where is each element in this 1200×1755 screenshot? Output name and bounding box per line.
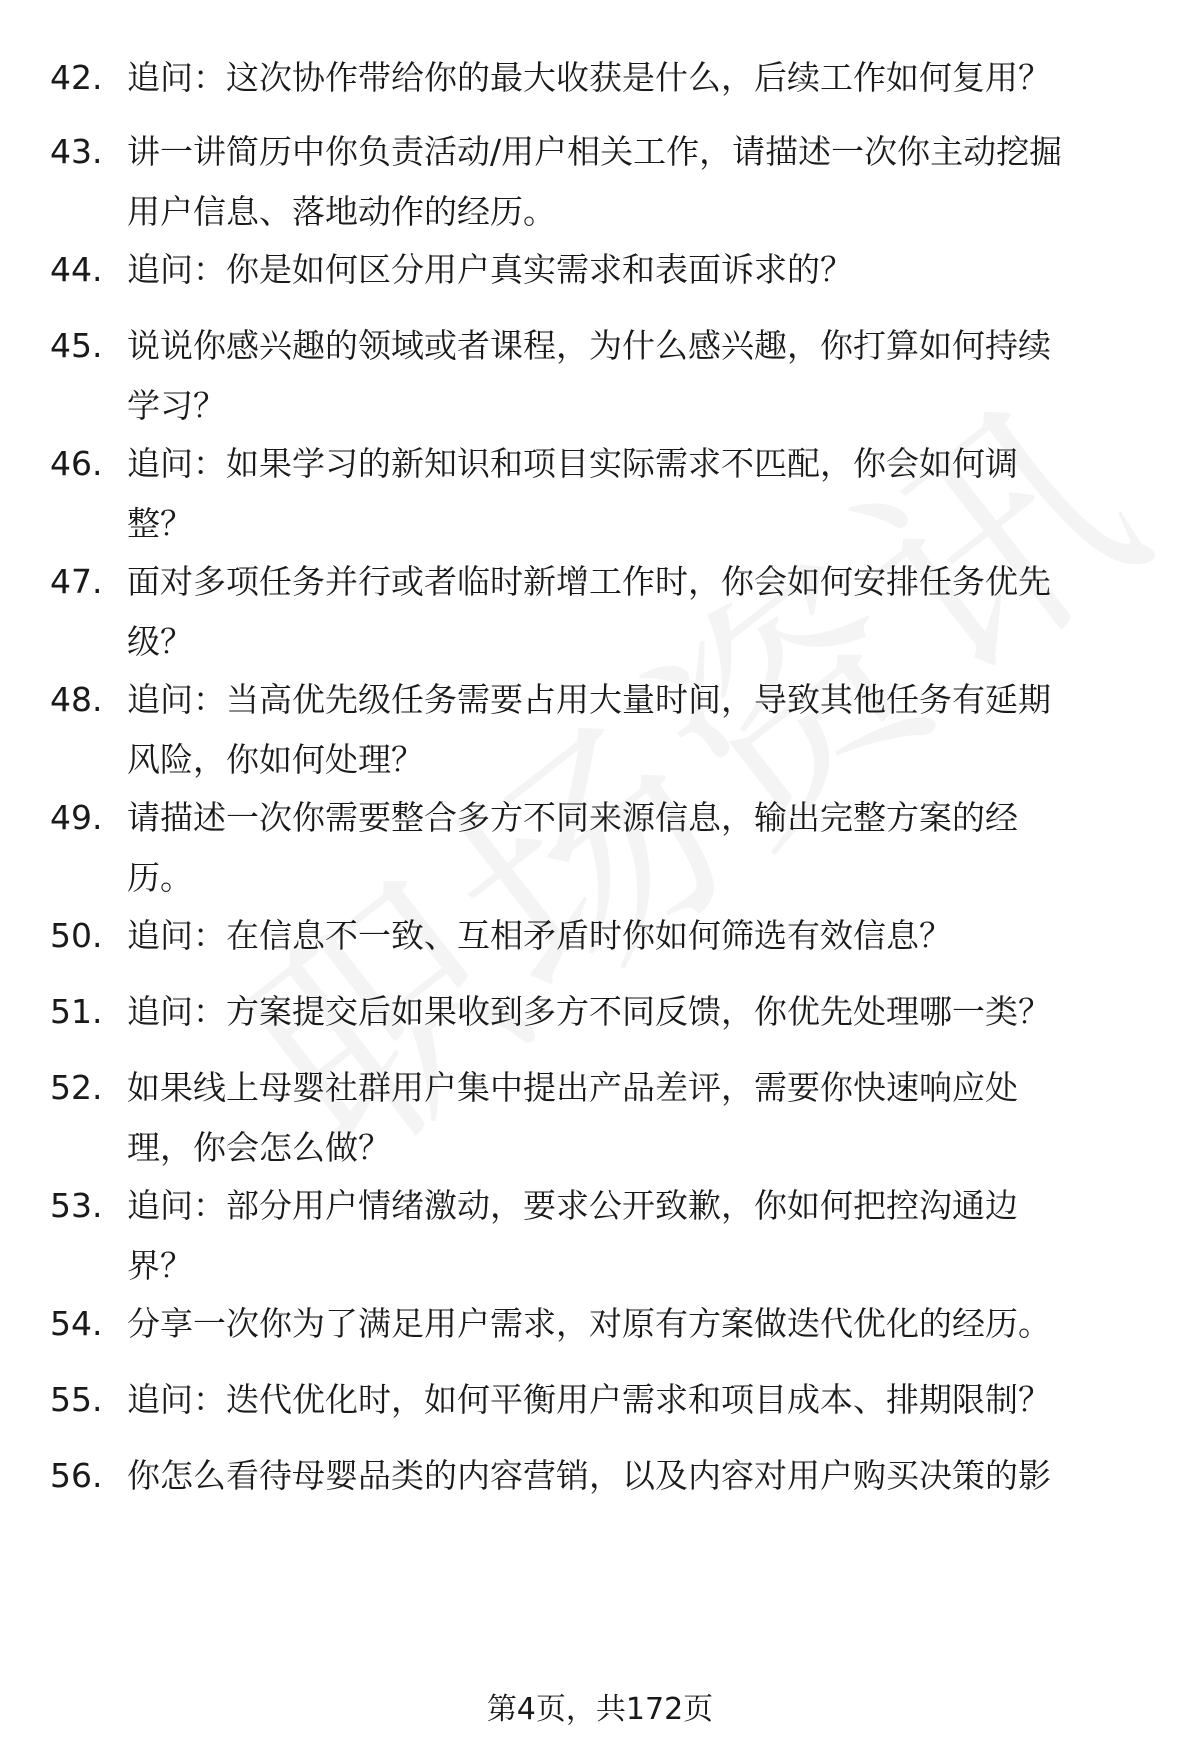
question-text <box>127 434 1157 554</box>
question-text <box>127 982 1157 1042</box>
question-line: 追问：方案提交后如果收到多方不同反馈，你优先处理哪一类？ <box>127 992 1051 1031</box>
question-number: 56. <box>50 1456 103 1495</box>
question-line: 分享一次你为了满足用户需求，对原有方案做迭代优化的经历。 <box>127 1304 1051 1343</box>
question-line: 风险，你如何处理？ <box>127 740 424 779</box>
question-line: 用户信息、落地动作的经历。 <box>127 192 556 231</box>
question-line: 整？ <box>127 504 193 543</box>
question-number: 42. <box>50 58 103 97</box>
question-line: 追问：你是如何区分用户真实需求和表面诉求的？ <box>127 250 853 289</box>
question-line: 追问：这次协作带给你的最大收获是什么，后续工作如何复用？ <box>127 58 1051 97</box>
question-text <box>127 1446 1157 1506</box>
question-number: 49. <box>50 798 103 837</box>
question-number: 55. <box>50 1380 103 1419</box>
question-line: 界？ <box>127 1246 193 1285</box>
question-line: 历。 <box>127 858 193 897</box>
question-text <box>127 240 1157 300</box>
question-text <box>127 48 1157 108</box>
question-text <box>127 1294 1157 1354</box>
question-text <box>127 1370 1157 1430</box>
question-text <box>127 316 1157 436</box>
question-number: 53. <box>50 1186 103 1225</box>
question-line: 追问：迭代优化时，如何平衡用户需求和项目成本、排期限制？ <box>127 1380 1051 1419</box>
question-text <box>127 552 1157 672</box>
question-number: 44. <box>50 250 103 289</box>
question-line: 追问：如果学习的新知识和项目实际需求不匹配，你会如何调 <box>127 444 1018 483</box>
question-number: 51. <box>50 992 103 1031</box>
question-line: 追问：部分用户情绪激动，要求公开致歉，你如何把控沟通边 <box>127 1186 1018 1225</box>
question-text <box>127 1058 1157 1178</box>
question-line: 级？ <box>127 622 193 661</box>
question-line: 讲一讲简历中你负责活动/用户相关工作，请描述一次你主动挖掘 <box>127 132 1063 171</box>
question-text <box>127 122 1157 242</box>
question-number: 43. <box>50 132 103 171</box>
question-number: 52. <box>50 1068 103 1107</box>
page-footer: 第4页，共172页 <box>486 1692 714 1727</box>
question-line: 说说你感兴趣的领域或者课程，为什么感兴趣，你打算如何持续 <box>127 326 1051 365</box>
question-line: 理，你会怎么做？ <box>127 1128 391 1167</box>
question-number: 47. <box>50 562 103 601</box>
question-number: 50. <box>50 916 103 955</box>
question-line: 请描述一次你需要整合多方不同来源信息，输出完整方案的经 <box>127 798 1018 837</box>
question-line: 你怎么看待母婴品类的内容营销，以及内容对用户购买决策的影 <box>127 1456 1051 1495</box>
question-text <box>127 906 1157 966</box>
question-text <box>127 670 1157 790</box>
question-number: 54. <box>50 1304 103 1343</box>
question-line: 追问：当高优先级任务需要占用大量时间，导致其他任务有延期 <box>127 680 1051 719</box>
question-number: 48. <box>50 680 103 719</box>
question-text <box>127 1176 1157 1296</box>
question-line: 学习？ <box>127 386 226 425</box>
question-line: 追问：在信息不一致、互相矛盾时你如何筛选有效信息？ <box>127 916 952 955</box>
question-text <box>127 788 1157 908</box>
question-line: 如果线上母婴社群用户集中提出产品差评，需要你快速响应处 <box>127 1068 1018 1107</box>
question-number: 46. <box>50 444 103 483</box>
question-line: 面对多项任务并行或者临时新增工作时，你会如何安排任务优先 <box>127 562 1051 601</box>
question-number: 45. <box>50 326 103 365</box>
